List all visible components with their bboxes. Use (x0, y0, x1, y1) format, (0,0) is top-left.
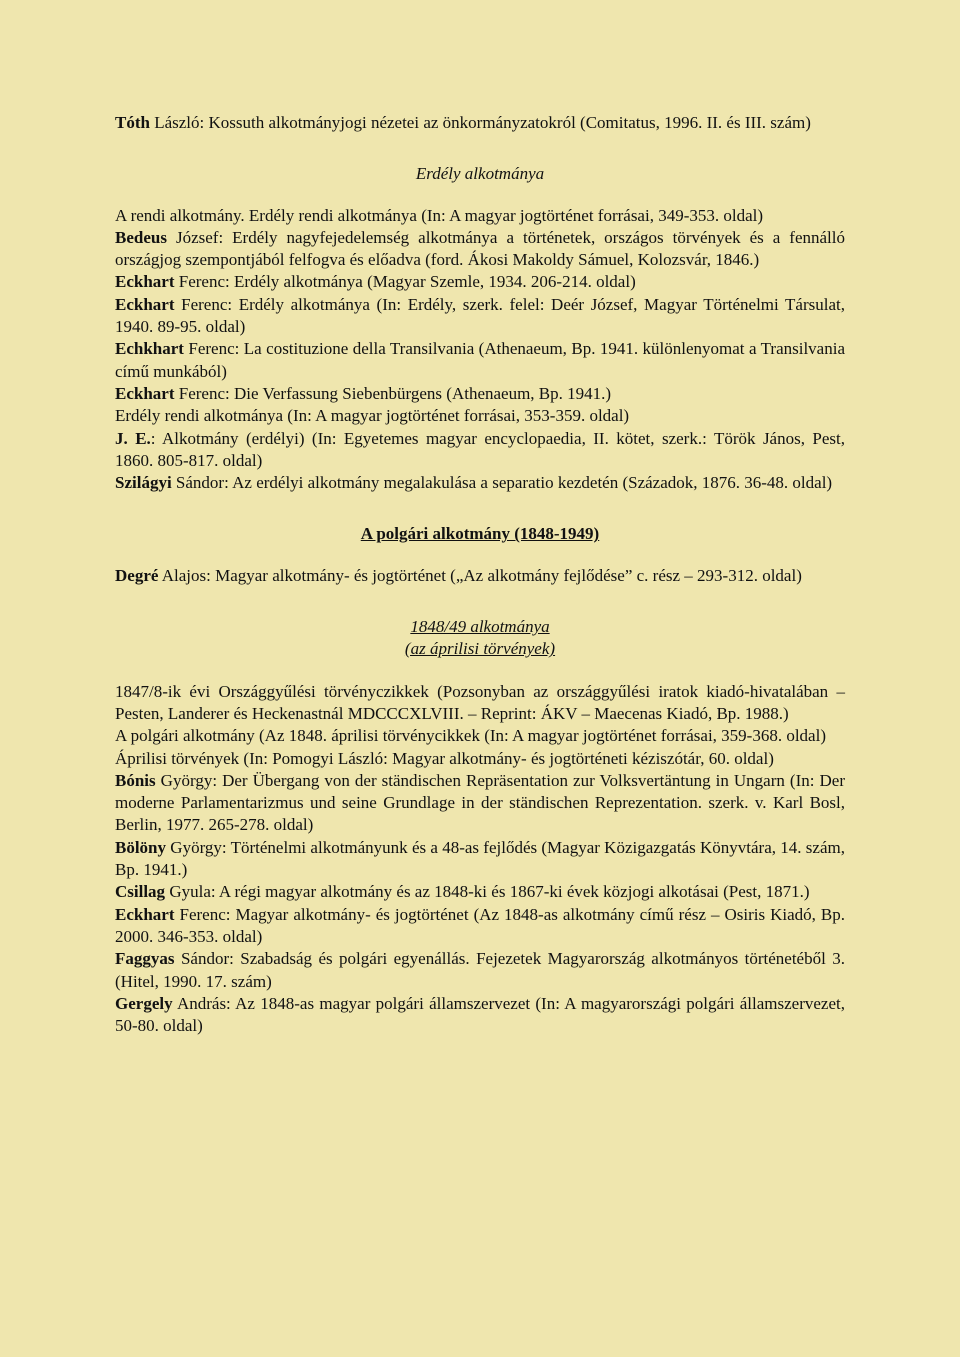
entry-text: András: Az 1848-as magyar polgári államszervezet (In: A magyarországi polgári államszervezet, 50-80. oldal) (115, 993, 845, 1036)
bib-entry (115, 112, 845, 134)
section-1848-entries (115, 681, 845, 1038)
entry-text: József: Erdély nagyfejedelemség alkotmánya a történetek, országos törvények és a fennálló országjog szempontjából felfogva és előadva (ford. Ákosi Makoldy Sámuel, Kolozsvár, 1846.) (115, 227, 845, 270)
entry-text: Gyula: A régi magyar alkotmány és az 1848-ki és 1867-ki évek közjogi alkotásai (Pest, 1871.) (165, 882, 810, 902)
bib-entry (115, 681, 845, 726)
entry-author: J. E. (115, 428, 151, 448)
section-erdely-entries (115, 205, 845, 495)
section-polgari-entries (115, 565, 845, 587)
bib-entry (115, 948, 845, 993)
bib-entry (115, 748, 845, 770)
entry-text: György: Történelmi alkotmányunk és a 48-as fejlődés (Magyar Közigazgatás Könyvtára, 14. szám, Bp. 1941.) (115, 837, 845, 880)
entry-author: Eckhart (115, 272, 175, 292)
entry-text: A rendi alkotmány. Erdély rendi alkotmánya (In: A magyar jogtörténet forrásai, 349-353. oldal) (115, 205, 764, 225)
bib-entry (115, 881, 845, 903)
entry-author: Eckhart (115, 904, 175, 924)
entries-top (115, 112, 845, 134)
bib-entry (115, 472, 845, 494)
entry-text: Sándor: Az erdélyi alkotmány megalakulása a separatio kezdetén (Századok, 1876. 36-48. oldal) (171, 473, 833, 493)
entry-text: 1847/8-ik évi Országgyűlési törvényczikkek (Pozsonyban az országgyűlési iratok kiadó-hivatalában – Pesten, Landerer és Heckenastnál MDCCCXLVIII. – Reprint: ÁKV – Maecenas Kiadó, Bp. 1988.) (115, 681, 845, 723)
bib-entry (115, 428, 845, 473)
bib-entry (115, 383, 845, 405)
entry-author: Echkhart (115, 339, 184, 359)
entry-text: László: Kossuth alkotmányjogi nézetei az önkormányzatokról (Comitatus, 1996. II. és III. szám) (149, 113, 811, 132)
entry-author: Szilágyi (115, 473, 172, 493)
entry-author: Bedeus (115, 227, 167, 247)
entry-text: Erdély rendi alkotmánya (In: A magyar jogtörténet forrásai, 353-359. oldal) (115, 406, 630, 426)
entry-text: Ferenc: La costituzione della Transilvania (Athenaeum, Bp. 1941. különlenyomat a Transilvania című munkából) (115, 339, 845, 381)
entry-author: Bónis (115, 770, 156, 790)
entry-text: Áprilisi törvények (In: Pomogyi László: Magyar alkotmány- és jogtörténeti kéziszótár, 60. oldal) (115, 748, 774, 768)
entry-text: Sándor: Szabadság és polgári egyenállás. Fejezetek Magyarország alkotmányos történetéből 3. (Hitel, 1990. 17. szám) (115, 949, 845, 991)
bib-entry (115, 993, 845, 1038)
entry-text: Ferenc: Magyar alkotmány- és jogtörténet (Az 1848-as alkotmány című rész – Osiris Kiadó, Bp. 2000. 346-353. oldal) (115, 904, 845, 946)
entry-text: Ferenc: Die Verfassung Siebenbürgens (Athenaeum, Bp. 1941.) (174, 383, 612, 403)
bib-entry (115, 837, 845, 882)
bib-entry (115, 205, 845, 227)
bib-entry (115, 227, 845, 272)
entry-text: György: Der Übergang von der ständischen Repräsentation zur Volksvertäntung in Ungarn (In: Der moderne Parlamentarizmus und seine Grundlage in der ständischen Reprezentation. szerk. v. Karl Bosl, Berlin, 1977. 265-278. oldal) (115, 770, 845, 835)
section-title-erdely: Erdély alkotmánya (415, 164, 545, 184)
entry-author: Csillag (115, 882, 166, 902)
entry-text: : Alkotmány (erdélyi) (In: Egyetemes magyar encyclopaedia, II. kötet, szerk.: Török János, Pest, 1860. 805-817. oldal) (115, 428, 845, 470)
bib-entry (115, 294, 845, 339)
section-title-polgari: A polgári alkotmány (1848-1949) (360, 524, 600, 544)
entry-author: Eckhart (115, 294, 175, 314)
entry-text: Ferenc: Erdély alkotmánya (Magyar Szemle, 1934. 206-214. oldal) (174, 272, 636, 292)
bib-entry (115, 271, 845, 293)
bib-entry (115, 338, 845, 383)
entry-author: Degré (115, 565, 159, 585)
bib-entry (115, 904, 845, 949)
bib-entry (115, 770, 845, 837)
section-title-1848: 1848/49 alkotmánya (410, 617, 550, 637)
entry-author: Tóth (115, 113, 150, 132)
entry-author: Bölöny (115, 837, 167, 857)
entry-text: A polgári alkotmány (Az 1848. áprilisi törvénycikkek (In: A magyar jogtörténet forrásai, 359-368. oldal) (115, 726, 826, 746)
entry-author: Eckhart (115, 383, 175, 403)
section-subtitle-1848: (az áprilisi törvények) (404, 639, 556, 659)
entry-text: Ferenc: Erdély alkotmánya (In: Erdély, szerk. felel: Deér József, Magyar Történelmi Társulat, 1940. 89-95. oldal) (115, 294, 845, 337)
entry-text: Alajos: Magyar alkotmány- és jogtörténet („Az alkotmány fejlődése” c. rész – 293-312. oldal) (158, 565, 802, 585)
bib-entry (115, 405, 845, 427)
bib-entry (115, 565, 845, 587)
entry-author: Faggyas (115, 949, 175, 969)
bib-entry (115, 725, 845, 747)
entry-author: Gergely (115, 993, 173, 1013)
